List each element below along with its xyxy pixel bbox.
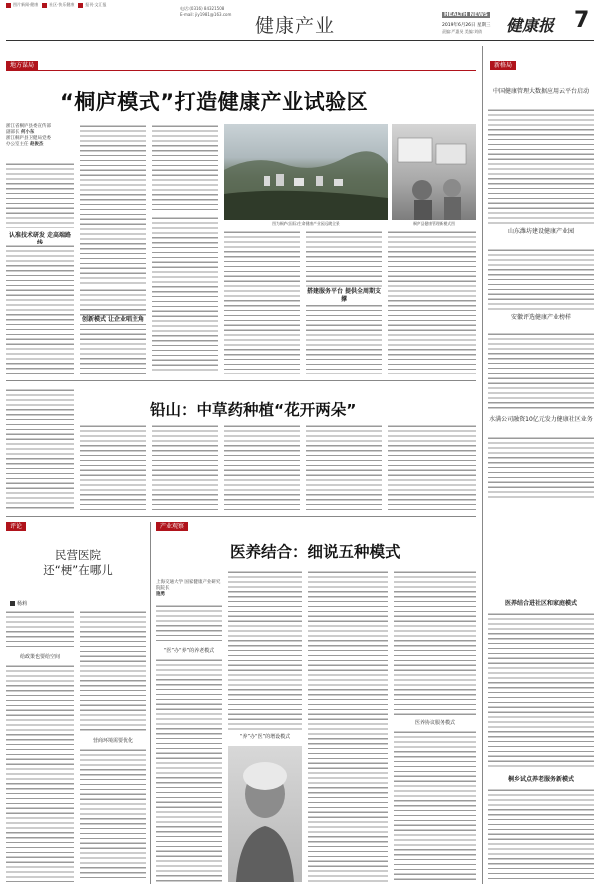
industry-subhead-2: “养”办“医”的增设模式	[239, 734, 291, 740]
comment-title-line-1: 民营医院	[55, 548, 101, 562]
comment-side-rule	[150, 522, 151, 884]
sidebar-item-7-title: 医养协议服务模式	[414, 720, 455, 726]
industry-byline	[156, 580, 222, 598]
story2-col2-text	[80, 424, 146, 510]
tag-comment: 评论	[6, 522, 26, 531]
square-icon	[6, 3, 11, 8]
sidebar-item-6-text	[488, 612, 594, 770]
editor-line: 责编:严惠旻 美编:刘倩	[442, 29, 482, 34]
comment-col2-text-b	[80, 748, 146, 882]
sidebar-item-4-text	[488, 436, 594, 498]
sidebar-item-6-title: 医养结合进社区和家庭模式	[504, 600, 577, 607]
comment-rule	[6, 516, 476, 517]
article1-subhead-2: 创新模式 让企业唱主角	[81, 316, 145, 323]
industry-col1-text-b	[156, 658, 222, 882]
headline-second: 铅山：中草药种植“花开两朵”	[150, 401, 357, 419]
comment-title	[18, 548, 138, 578]
tag-local: 地方谋局	[6, 61, 38, 70]
top-link-1[interactable]: 图片新闻·健康	[6, 2, 38, 7]
comment-subhead-2: 营商环境需要优化	[92, 738, 133, 744]
sidebar-item-5-text	[488, 788, 594, 882]
story2-col4-text	[224, 424, 300, 510]
top-link-3[interactable]: 报刊·文汇报	[78, 2, 106, 7]
sidebar-item-5-title: 桐乡试点养老服务新模式	[507, 776, 574, 783]
section-title: 健康产业	[255, 15, 336, 37]
sidebar-item-1-title: 中国健康管理大数据应用云平台启动	[492, 88, 589, 95]
byline-line-4: 办公室主任 赵俊杰	[6, 142, 44, 147]
byline-box	[6, 124, 74, 156]
article1-col6-text	[388, 230, 476, 374]
story2-col6-text	[388, 424, 476, 510]
paper-name: 健康报	[506, 16, 555, 35]
byline-line-3: 浙江桐庐县卫健局党委	[6, 136, 51, 141]
headline-third: 医养结合：细说五种模式	[230, 543, 401, 561]
square-icon	[42, 3, 47, 8]
photo-elderly-woman	[228, 746, 302, 882]
story2-col3-text	[152, 424, 218, 510]
elderly-woman-image	[228, 746, 302, 882]
industry-col3-text	[308, 570, 388, 882]
sidebar-item-3-title: 安徽评选健康产业榜样	[510, 314, 571, 321]
industry-col2-text-a	[228, 570, 302, 730]
page-number: 7	[574, 8, 590, 33]
industry-subhead-1: “医”办“养”的养老模式	[163, 648, 215, 654]
industry-col1-text-a	[156, 604, 222, 644]
story2-col5-text	[306, 424, 382, 510]
article1-col3-text-b	[152, 216, 218, 374]
square-icon	[10, 601, 15, 606]
health-management-image	[392, 124, 476, 220]
sidebar-item-2-title: 山东潍坊建设健康产业园	[507, 228, 574, 235]
park-landscape-image	[224, 124, 388, 220]
tag-local-rule	[6, 70, 476, 71]
tag-news-brief: 新格局	[490, 61, 516, 70]
masthead	[0, 0, 600, 42]
date-line: 2019年6月26日 星期三	[442, 23, 491, 28]
comment-col2-text-a	[80, 610, 146, 734]
article1-subhead-3: 搭建服务平台 提供全周期支撑	[306, 288, 382, 303]
contact-phone: 电话:(0316) 84321508	[180, 6, 225, 11]
story2-col1-text	[6, 388, 74, 510]
comment-col1-text-b	[6, 664, 74, 882]
sidebar-item-3-text	[488, 332, 594, 412]
article1-col4-text	[224, 230, 300, 374]
comment-title-line-2: 还“梗”在哪儿	[43, 563, 113, 577]
photo-park-caption: 图为桐庐(国际)生命健康产业园远眺全景	[272, 221, 340, 226]
article1-subhead-1: 认准技术研发 走高端路	[8, 232, 72, 239]
photo-park-overview	[224, 124, 388, 220]
byline-line-2: 副部长 何小东	[6, 130, 35, 135]
health-news-label: HEALTH NEWS	[444, 12, 488, 18]
sidebar-item-2-text	[488, 248, 594, 310]
comment-col1-text-a	[6, 610, 74, 650]
article1-col2-text-b	[80, 288, 146, 374]
square-icon	[78, 3, 83, 8]
article1-col1-text-b	[6, 244, 74, 374]
industry-col4-text-b	[394, 730, 476, 882]
sidebar-item-4-title: 水满公司融资10亿元发力健康社区业务	[489, 416, 593, 423]
article1-col2-text	[80, 124, 146, 284]
industry-byline-org: 上海交通大学 国家健康产业研究院院长	[156, 580, 221, 591]
article1-col1-text-a	[6, 162, 74, 228]
byline-line-1: 浙江省桐庐县委宣传部	[6, 124, 51, 129]
headline-main: “桐庐模式”打造健康产业试验区	[60, 90, 369, 114]
top-link-2[interactable]: 社区·快乐健康	[42, 2, 74, 7]
top-links	[6, 2, 107, 8]
photo-health-caption: 桐庐县健康管理新模式图	[413, 221, 455, 226]
industry-col4-text-a	[394, 570, 476, 716]
tag-industry-obs: 产业观察	[156, 522, 188, 531]
photo-health-management	[392, 124, 476, 220]
article1-col3-text-a	[152, 124, 218, 212]
contact-email: E-mail: jiy1981@163.com	[180, 12, 232, 17]
story2-rule	[6, 380, 476, 381]
sidebar-divider	[482, 46, 483, 884]
comment-author: 杨莉	[10, 600, 27, 607]
masthead-divider	[6, 40, 594, 41]
sidebar-item-1-text	[488, 108, 594, 224]
comment-subhead-1: 给政策也要给空间	[19, 654, 60, 660]
industry-byline-author: 施勇	[156, 592, 165, 597]
